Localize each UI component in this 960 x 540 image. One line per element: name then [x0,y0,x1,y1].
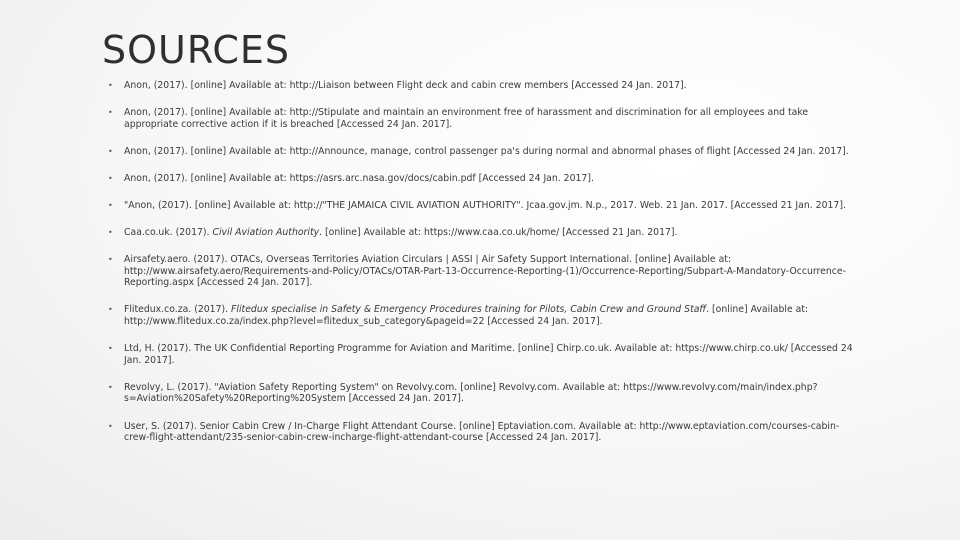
source-item [108,80,858,92]
bullet-icon: • [108,173,113,183]
bullet-icon: • [108,255,113,265]
bullet-icon: • [108,305,113,315]
bullet-icon: • [108,108,113,118]
source-text: "Anon, (2017). [online] Available at: http://"THE JAMAICA CIVIL AVIATION AUTHORITY". Jcaa.gov.jm. N.p., 2017. Web. 21 Jan. 2017. [Accessed 21 Jan. 2017]. [124,199,846,211]
source-text: Anon, (2017). [online] Available at: http://Stipulate and maintain an environment free of harassment and discrimination for all employees and take appropriate corrective action if it is breached [Accessed 24 Jan. 2017]. [124,107,809,130]
source-item [108,382,858,405]
source-text: Ltd, H. (2017). The UK Confidential Reporting Programme for Aviation and Maritime. [online] Chirp.co.uk. Available at: https://www.chirp.co.uk/ [Accessed 24 Jan. 2017]. [124,343,853,366]
sources-list [108,80,858,459]
source-text-rest: . [online] Available at: https://www.caa.co.uk/home/ [Accessed 21 Jan. 2017]. [319,227,678,239]
bullet-icon: • [108,146,113,156]
bullet-icon: • [108,382,113,392]
source-text: Revolvy, L. (2017). "Aviation Safety Reporting System" on Revolvy.com. [online] Revolvy.com. Available at: https://www.revolvy.com/main/index.php?s=Aviation%20Safety%20Reporting%20System [Accessed 24 Jan. 2017]. [124,381,818,405]
bullet-icon: • [108,421,113,431]
source-item [108,304,858,327]
source-title-italic: Civil Aviation Authority [212,227,320,239]
source-item [108,421,858,444]
bullet-icon: • [108,228,113,238]
source-item [108,254,858,289]
source-text: Anon, (2017). [online] Available at: http://Announce, manage, control passenger pa's during normal and abnormal phases of flight [Accessed 24 Jan. 2017]. [124,145,849,157]
source-item [108,146,858,158]
source-item [108,227,858,239]
source-text-rest: . [online] Available at: http://www.flitedux.co.za/index.php?level=flitedux_sub_category&pageid=22 [Accessed 24 Jan. 2017]. [124,304,809,328]
source-item [108,173,858,185]
source-text: Airsafety.aero. (2017). OTACs, Overseas Territories Aviation Circulars | ASSI | Air Safety Support International. [online] Available at: http://www.airsafety.aero/Requirements-and-Policy/OTACs/OTAR-Part-13-Occurrence-Reporting-(1)/Occurrence-Reporting/Subpart-A-Mandatory-Occurrence-Reporting.aspx [Accessed 24 Jan. 2017]. [124,254,846,289]
bullet-icon: • [108,344,113,354]
source-text: User, S. (2017). Senior Cabin Crew / In-Charge Flight Attendant Course. [online] Eptaviation.com. Available at: http://www.eptaviation.com/courses-cabin-crew-flight-attendant/235-senior-cabin-crew-incharge-flight-attendant-course [Accessed 24 Jan. 2017]. [124,420,840,444]
source-item [108,200,858,212]
source-text: Anon, (2017). [online] Available at: http://Liaison between Flight deck and cabin crew members [Accessed 24 Jan. 2017]. [124,80,687,91]
source-item [108,107,858,130]
slide-title: SOURCES [102,28,291,72]
source-text: Caa.co.uk. (2017). [124,227,213,239]
source-text: Anon, (2017). [online] Available at: https://asrs.arc.nasa.gov/docs/cabin.pdf [Accessed 24 Jan. 2017]. [124,172,594,184]
source-item [108,343,858,366]
bullet-icon: • [108,81,113,90]
source-title-italic: Flitedux specialise in Safety & Emergency Procedures training for Pilots, Cabin Crew and Ground Staff [231,304,707,316]
source-text: Flitedux.co.za. (2017). [124,304,232,316]
bullet-icon: • [108,200,113,210]
